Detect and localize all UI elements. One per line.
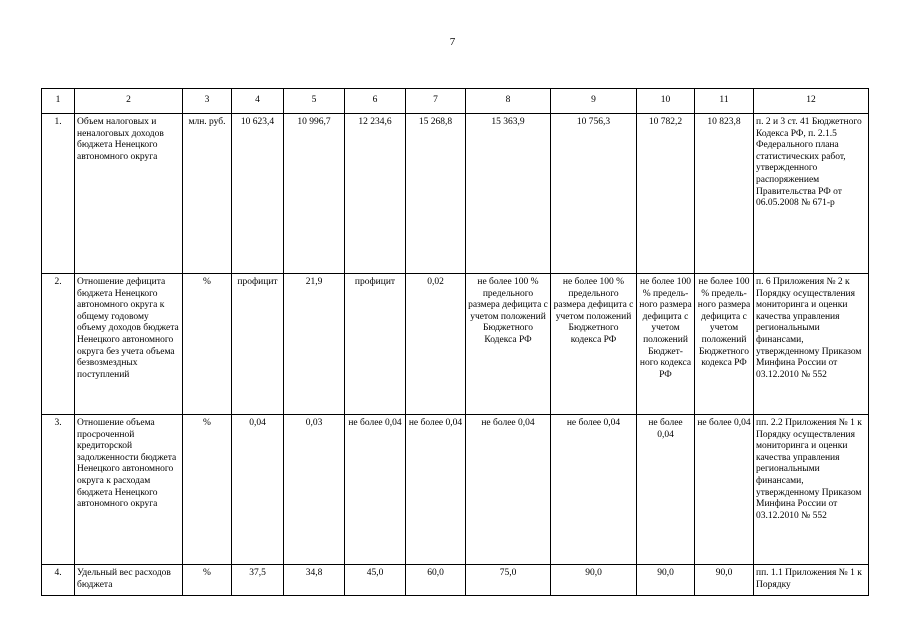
value-cell: 12 234,6 xyxy=(345,114,406,274)
table-row xyxy=(42,565,869,596)
header-cell: 9 xyxy=(551,89,637,114)
value-cell: 0,04 xyxy=(232,415,284,565)
value-cell: 75,0 xyxy=(466,565,551,596)
header-cell: 1 xyxy=(42,89,75,114)
value-cell: 45,0 xyxy=(345,565,406,596)
unit-cell: % xyxy=(183,565,232,596)
header-row xyxy=(42,89,869,114)
value-cell: 0,03 xyxy=(284,415,345,565)
value-cell: не более 100 % предель-ного размера дефицита с учетом положений Бюджетного кодекса РФ xyxy=(695,274,754,415)
header-cell: 4 xyxy=(232,89,284,114)
header-cell: 2 xyxy=(75,89,183,114)
indicators-table xyxy=(41,88,869,596)
unit-cell: млн. руб. xyxy=(183,114,232,274)
value-cell: 10 756,3 xyxy=(551,114,637,274)
value-cell: 60,0 xyxy=(406,565,466,596)
value-cell: 10 996,7 xyxy=(284,114,345,274)
value-cell: 21,9 xyxy=(284,274,345,415)
row-number: 4. xyxy=(42,565,75,596)
value-cell: не более 0,04 xyxy=(345,415,406,565)
row-number: 1. xyxy=(42,114,75,274)
header-cell: 7 xyxy=(406,89,466,114)
value-cell: 15 363,9 xyxy=(466,114,551,274)
value-cell: не более 0,04 xyxy=(695,415,754,565)
row-number: 3. xyxy=(42,415,75,565)
table-row xyxy=(42,415,869,565)
header-cell: 11 xyxy=(695,89,754,114)
value-cell: не более 100 % предельного размера дефицита с учетом положений Бюджетного кодекса РФ xyxy=(551,274,637,415)
table-row xyxy=(42,274,869,415)
header-cell: 3 xyxy=(183,89,232,114)
row-number: 2. xyxy=(42,274,75,415)
indicator-name: Отношение дефицита бюджета Ненецкого автономного округа к общему годовому объему доходов бюджета Ненецкого автономного округа без учета объема безвозмездных поступлений xyxy=(75,274,183,415)
header-cell: 6 xyxy=(345,89,406,114)
value-cell: профицит xyxy=(345,274,406,415)
unit-cell: % xyxy=(183,274,232,415)
source-cell: п. 2 и 3 ст. 41 Бюджетного Кодекса РФ, п. 2.1.5 Федерального плана статистических работ, утвержденного распоряжением Правительства РФ от 06.05.2008 № 671-р xyxy=(754,114,869,274)
source-cell: п. 6 Приложения № 2 к Порядку осуществления мониторинга и оценки качества управления региональными финансами, утвержденному Приказом Минфина России от 03.12.2010 № 552 xyxy=(754,274,869,415)
page-number: 7 xyxy=(449,36,456,48)
source-cell: пп. 1.1 Приложения № 1 к Порядку xyxy=(754,565,869,596)
value-cell: не более 0,04 xyxy=(466,415,551,565)
indicator-name: Удельный вес расходов бюджета xyxy=(75,565,183,596)
indicator-name: Отношение объема просроченной кредиторской задолженности бюджета Ненецкого автономного округа к расходам бюджета Ненецкого автономного округа xyxy=(75,415,183,565)
value-cell: 90,0 xyxy=(695,565,754,596)
value-cell: 10 823,8 xyxy=(695,114,754,274)
value-cell: не более 100 % предельного размера дефицита с учетом положений Бюджетного Кодекса РФ xyxy=(466,274,551,415)
value-cell: 10 782,2 xyxy=(637,114,695,274)
value-cell: 37,5 xyxy=(232,565,284,596)
value-cell: не более 0,04 xyxy=(551,415,637,565)
value-cell: не более 0,04 xyxy=(637,415,695,565)
value-cell: 15 268,8 xyxy=(406,114,466,274)
value-cell: 90,0 xyxy=(551,565,637,596)
value-cell: 0,02 xyxy=(406,274,466,415)
header-cell: 12 xyxy=(754,89,869,114)
value-cell: 34,8 xyxy=(284,565,345,596)
source-cell: пп. 2.2 Приложения № 1 к Порядку осуществления мониторинга и оценки качества управления региональными финансами, утвержденному Приказом Минфина России от 03.12.2010 № 552 xyxy=(754,415,869,565)
value-cell: 10 623,4 xyxy=(232,114,284,274)
indicator-name: Объем налоговых и неналоговых доходов бюджета Ненецкого автономного округа xyxy=(75,114,183,274)
value-cell: не более 100 % предель-ного размера дефицита с учетом положений Бюджет-ного кодекса РФ xyxy=(637,274,695,415)
value-cell: не более 0,04 xyxy=(406,415,466,565)
header-cell: 5 xyxy=(284,89,345,114)
header-cell: 8 xyxy=(466,89,551,114)
table-row xyxy=(42,114,869,274)
unit-cell: % xyxy=(183,415,232,565)
value-cell: 90,0 xyxy=(637,565,695,596)
value-cell: профицит xyxy=(232,274,284,415)
header-cell: 10 xyxy=(637,89,695,114)
